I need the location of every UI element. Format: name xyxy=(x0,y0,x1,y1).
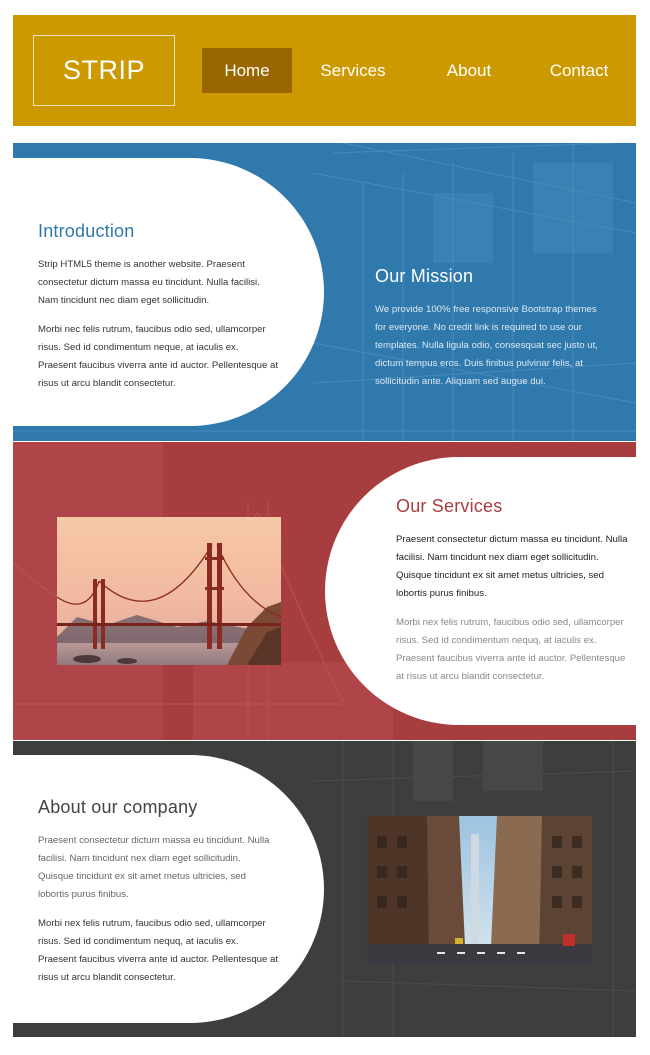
mission-content xyxy=(375,266,600,391)
main-nav xyxy=(202,48,634,93)
intro-title: Introduction xyxy=(38,221,135,241)
services-paragraph-1: Praesent consectetur dictum massa eu tincidunt. Nulla facilisi. Nam tincidunt nex diam eget sollicitudin. Quisque tincidunt ex sit amet metus ultricies, sed lobortis purus finibus. xyxy=(396,534,628,599)
services-section xyxy=(13,442,636,740)
nav-about[interactable]: About xyxy=(446,61,492,80)
mission-paragraph: We provide 100% free responsive Bootstrap themes for everyone. No credit link is required to use our templates. Nulla ligula odio, consesquat sec justo ut, dictum tempus eros. Duis finibus pulvinar felis, at sollicitudin ante. Aliquam sed augue dui. xyxy=(375,304,598,387)
intro-paragraph-1: Strip HTML5 theme is another website. Praesent consectetur dictum massa eu tincidunt. Nulla facilisi. Nam tincidunt nec diam eget sollicitudin. xyxy=(38,259,260,306)
nav-services[interactable]: Services xyxy=(320,61,386,80)
intro-content xyxy=(38,221,278,404)
about-paragraph-2: Morbi nex felis rutrum, faucibus odio sed, ullamcorper risus. Sed id condimentum nequq, at iaculis ex. Praesent faucibus viverra ante id auctor. Pellentesque at risus ut arcu blandit consectetur. xyxy=(38,918,278,983)
site-logo[interactable]: STRIP xyxy=(33,35,175,106)
site-header xyxy=(13,15,636,126)
mission-title: Our Mission xyxy=(375,266,474,286)
services-paragraph-2: Morbi nex felis rutrum, faucibus odio sed, ullamcorper risus. Sed id condimentum nequq, at iaculis ex. Praesent faucibus viverra ante id auctor. Pellentesque at risus ut arcu blandit consectetur. xyxy=(396,617,626,682)
services-content xyxy=(396,496,631,697)
golden-gate-bridge-image xyxy=(57,517,281,665)
about-section xyxy=(13,741,636,1037)
about-paragraph-1: Praesent consectetur dictum massa eu tincidunt. Nulla facilisi. Nam tincidunt nex diam eget sollicitudin. Quisque tincidunt ex sit amet metus ultricies, sed lobortis purus finibus. xyxy=(38,835,270,900)
about-title: About our company xyxy=(38,797,198,817)
services-card xyxy=(325,457,636,725)
nav-home[interactable]: Home xyxy=(202,48,292,93)
about-content xyxy=(38,797,278,998)
intro-mission-section xyxy=(13,143,636,441)
intro-card xyxy=(13,158,324,426)
city-street-image xyxy=(367,816,592,964)
services-title: Our Services xyxy=(396,496,503,516)
nav-contact[interactable]: Contact xyxy=(549,61,609,80)
intro-paragraph-2: Morbi nec felis rutrum, faucibus odio sed, ullamcorper risus. Sed id condimentum neque, at iaculis ex. Praesent faucibus viverra ante id auctor. Pellentesque at risus ut arcu blandit consectetur. xyxy=(38,324,278,389)
about-card xyxy=(13,755,324,1023)
